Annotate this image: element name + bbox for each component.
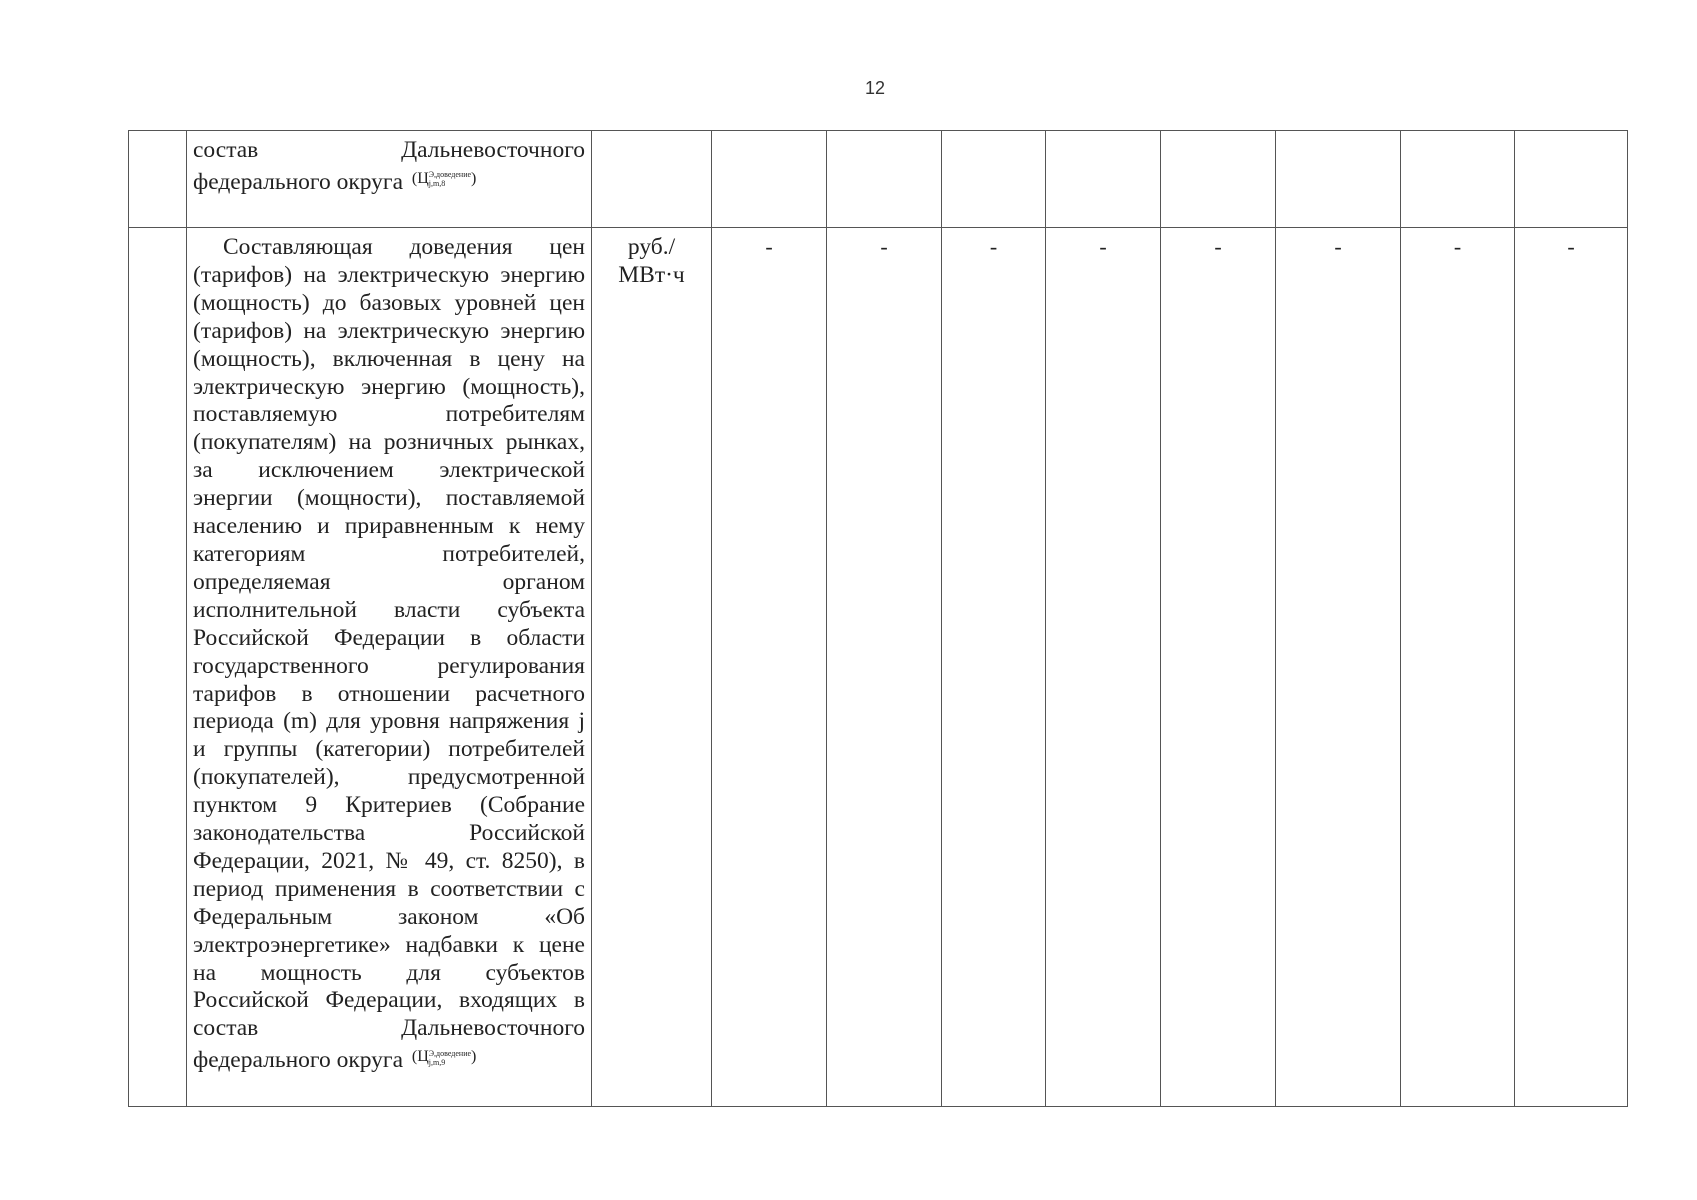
tariff-table	[128, 130, 1628, 1107]
value-cell	[827, 131, 942, 228]
page-number: 12	[864, 78, 886, 98]
formula-subscript: j,m,8	[428, 179, 446, 189]
table-row	[129, 228, 1628, 1107]
value-cell: -	[827, 228, 942, 1107]
description-cell	[187, 131, 592, 228]
unit-cell	[592, 131, 712, 228]
description-text: состав Дальневосточного федерального округа	[193, 137, 585, 195]
value-cell: -	[1515, 228, 1628, 1107]
value-cell	[712, 131, 827, 228]
value-cell: -	[712, 228, 827, 1107]
description-cell	[187, 228, 592, 1107]
formula-superscript: Э,доведение	[428, 170, 472, 180]
formula-superscript: Э,доведение	[428, 1048, 472, 1058]
value-cell	[1276, 131, 1401, 228]
value-cell	[1046, 131, 1161, 228]
formula-subscript: j,m,9	[428, 1057, 446, 1067]
value-cell: -	[1401, 228, 1515, 1107]
formula: (Ц Э,доведение j,m,8 )	[411, 169, 477, 189]
description-text: Составляющая доведения цен (тарифов) на электрическую энергию (мощность) до базовых уровней цен (тарифов) на электрическую энергию (мощность), включенная в цену на электрическую энергию (мощность), поставляемую потребителям (покупателям) на розничных рынках, за исключением электрической энергии (мощности), поставляемой населению и приравненным к нему категориям потребителей, определяемая органом исполнительной власти субъекта Российской Федерации в области государственного регулирования тарифов в отношении расчетного периода (m) для уровня напряжения j и группы (категории) потребителей (покупателей), предусмотренной пунктом 9 Критериев (Собрание законодательства Российской Федерации, 2021, № 49, ст. 8250), в период применения в соответствии с Федеральным законом «Об электроэнергетике» надбавки к цене на мощность для субъектов Российской Федерации, входящих в состав Дальневосточного федерального округа	[193, 234, 585, 1074]
number-cell	[129, 228, 187, 1107]
value-cell	[1161, 131, 1276, 228]
value-cell: -	[1046, 228, 1161, 1107]
unit-line: руб./	[627, 234, 676, 260]
number-cell	[129, 131, 187, 228]
value-cell: -	[1161, 228, 1276, 1107]
value-cell: -	[942, 228, 1046, 1107]
value-cell	[1401, 131, 1515, 228]
formula: (Ц Э,доведение j,m,9 )	[411, 1048, 477, 1067]
value-cell	[1515, 131, 1628, 228]
unit-line: МВт·ч	[618, 261, 685, 288]
table-row	[129, 131, 1628, 228]
unit-cell	[592, 228, 712, 1107]
value-cell	[942, 131, 1046, 228]
value-cell: -	[1276, 228, 1401, 1107]
